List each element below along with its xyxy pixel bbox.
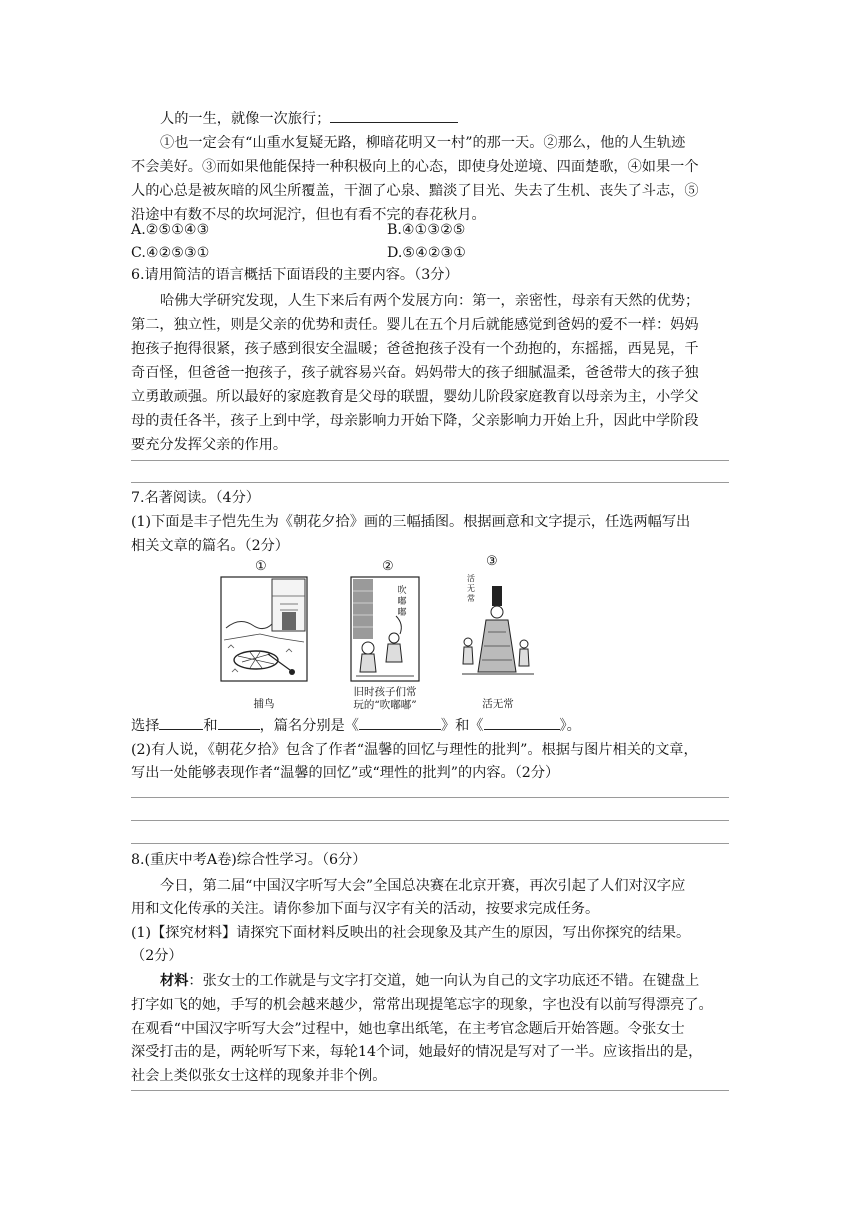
q6-paragraph-line: 母的责任各半，孩子上到中学，母亲影响力开始下降，父亲影响力开始上升，因此中学阶段 <box>131 413 699 429</box>
answer-line[interactable] <box>131 820 729 821</box>
choice-blank[interactable] <box>159 715 203 730</box>
q8-material-line: 材料：张女士的工作就是与文字打交道，她一向认为自己的文字功底还不错。在键盘上 <box>160 973 700 989</box>
option-b[interactable]: B.④①③②⑤ <box>387 222 466 238</box>
option-c[interactable]: C.④②⑤③① <box>131 245 210 261</box>
answer-line[interactable] <box>131 797 729 798</box>
q6-paragraph-line: 奇百怪，但爸爸一抱孩子，孩子就容易兴奋。妈妈带大的孩子细腻温柔，爸爸带大的孩子独 <box>131 365 699 381</box>
figure-1-illustration <box>220 576 308 682</box>
option-d[interactable]: D.⑤④②③① <box>387 245 466 261</box>
q8-part1-line: （2分） <box>131 948 183 964</box>
q7-title: 7.名著阅读。（4分） <box>131 490 260 506</box>
figure-2-sign: 吹嘟嘟 <box>397 586 407 618</box>
q8-material-line: 深受打击的是，两轮听写下来，每轮14个词，她最好的情况是写对了一半。应该指出的是， <box>131 1044 703 1060</box>
figure-3-number: ③ <box>486 554 498 569</box>
figure-2-number: ② <box>382 559 394 574</box>
option-a[interactable]: A.②⑤①④③ <box>131 222 210 238</box>
q7-part1-line: 相关文章的篇名。（2分） <box>131 538 289 554</box>
q6-title: 6.请用简洁的语言概括下面语段的主要内容。（3分） <box>131 267 459 283</box>
answer-line[interactable] <box>131 482 729 483</box>
figure-1-caption: 捕鸟 <box>253 698 275 710</box>
figure-2-caption-line: 旧时孩子们常 <box>353 686 417 698</box>
q8-intro-line: 今日，第二届“中国汉字听写大会”全国总决赛在北京开赛，再次引起了人们对汉字应 <box>160 878 686 894</box>
intro-line: 人的一生，就像一次旅行； <box>160 108 731 129</box>
q6-paragraph-line: 立勇敢顽强。所以最好的家庭教育是父母的联盟，婴幼儿阶段家庭教育以母亲为主，小学父 <box>131 389 699 405</box>
choice-blank[interactable] <box>218 715 260 730</box>
material-label: 材料 <box>160 973 189 989</box>
q8-intro-line: 用和文化传承的关注。请你参加下面与汉字有关的活动，按要求完成任务。 <box>131 901 600 917</box>
q7-part1-line: (1)下面是丰子恺先生为《朝花夕拾》画的三幅插图。根据画意和文字提示，任选两幅写出 <box>131 514 691 530</box>
title-blank[interactable] <box>484 715 560 730</box>
ordering-line: 人的心总是被灰暗的风尘所覆盖，干涸了心泉、黯淡了目光、失去了生机、丧失了斗志，⑤ <box>131 183 699 199</box>
q7-choose-line: 选择 和 ，篇名分别是《 》和《 》。 <box>131 715 731 736</box>
figure-2-illustration <box>350 576 420 682</box>
ordering-line: ①也一定会有“山重水复疑无路，柳暗花明又一村”的那一天。②那么，他的人生轨迹 <box>160 135 686 151</box>
figure-2-caption-line: 玩的“吹嘟嘟” <box>353 699 417 711</box>
answer-line[interactable] <box>131 843 729 844</box>
q8-title: 8.(重庆中考A卷)综合性学习。（6分） <box>131 852 367 868</box>
q6-paragraph-line: 第二，独立性，则是父亲的优势和责任。婴儿在五个月后就能感觉到爸妈的爱不一样：妈妈 <box>131 317 699 333</box>
q8-material-line: 在观看“中国汉字听写大会”过程中，她也拿出纸笔，在主考官念题后开始答题。令张女士 <box>131 1021 685 1037</box>
q8-part1-line: (1)【探究材料】请探究下面材料反映出的社会现象及其产生的原因，写出你探究的结果。 <box>131 925 691 941</box>
figure-1-number: ① <box>255 559 267 574</box>
q6-paragraph-line: 要充分发挥父亲的作用。 <box>131 437 288 453</box>
answer-line[interactable] <box>131 460 729 461</box>
figure-3-sign: 活无常 <box>467 574 475 603</box>
q7-part2-line: 写出一处能够表现作者“温馨的回忆”或“理性的批判”的内容。（2分） <box>131 765 560 781</box>
q7-part2-line: (2)有人说，《朝花夕拾》包含了作者“温馨的回忆与理性的批判”。根据与图片相关的文章， <box>131 742 698 758</box>
title-blank[interactable] <box>359 715 441 730</box>
q8-material-line: 打字如飞的她，手写的机会越来越少，常常出现提笔忘字的现象，字也没有以前写得漂亮了。 <box>131 997 713 1013</box>
q6-paragraph-line: 哈佛大学研究发现，人生下来后有两个发展方向：第一，亲密性，母亲有天然的优势； <box>160 293 700 309</box>
ordering-line: 沿途中有数不尽的坎坷泥泞，但也有看不完的春花秋月。 <box>131 207 486 223</box>
ordering-line: 不会美好。③而如果他能保持一种积极向上的心态，即使身处逆境、四面楚歌，④如果一个 <box>131 159 699 175</box>
figure-3-caption: 活无常 <box>482 698 514 710</box>
q8-material-line: 社会上类似张女士这样的现象并非个例。 <box>131 1068 387 1084</box>
q6-paragraph-line: 抱孩子抱得很紧，孩子感到很安全温暖；爸爸抱孩子没有一个劲抱的，东摇摇，西晃晃，千 <box>131 341 699 357</box>
answer-line[interactable] <box>131 1090 729 1091</box>
answer-blank[interactable] <box>330 108 458 123</box>
